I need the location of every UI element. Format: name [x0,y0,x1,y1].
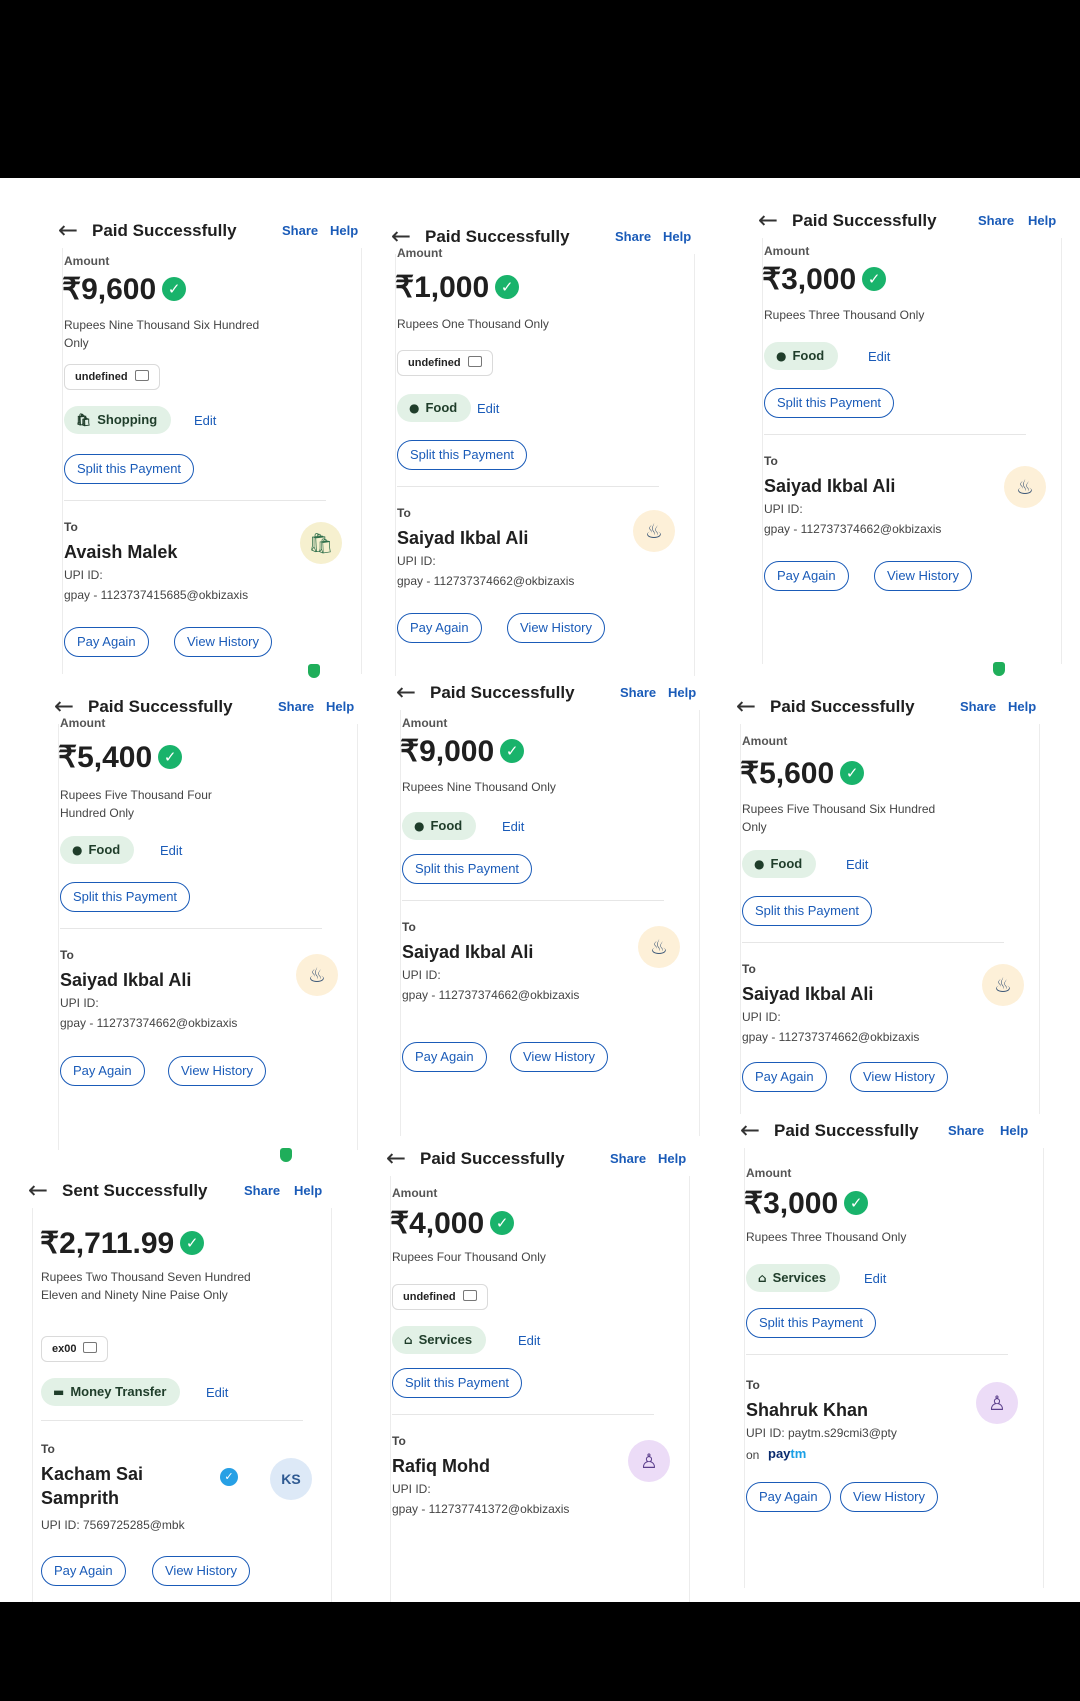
upi-label: UPI ID: [742,1010,781,1024]
upi-id: gpay - 112737374662@okbizaxis [60,1016,238,1030]
amount-in-words: Rupees Three Thousand Only [764,308,925,322]
to-label: To [392,1434,406,1448]
help-button[interactable]: Help [668,685,697,700]
edit-category-link[interactable]: Edit [868,349,891,364]
category-chip[interactable] [41,1378,180,1406]
help-button[interactable]: Help [1008,699,1037,714]
pay-again-button[interactable]: Pay Again [60,1056,145,1086]
header [728,690,1058,726]
person-icon: ♙ [628,1440,670,1482]
card-panel [400,710,700,1136]
help-button[interactable]: Help [663,229,692,244]
verified-check-icon: ✓ [840,761,864,785]
payee-name: Rafiq Mohd [392,1456,490,1476]
share-button[interactable]: Share [282,223,319,238]
help-button[interactable]: Help [1000,1123,1029,1138]
upi-id: gpay - 112737374662@okbizaxis [764,522,942,536]
amount-label: Amount [764,244,810,258]
pay-again-button[interactable]: Pay Again [402,1042,487,1072]
payee-name: Shahruk Khan [746,1400,869,1420]
on-label: on [746,1448,760,1462]
verified-check-icon: ✓ [162,277,186,301]
header [50,214,380,250]
payee-name: Saiyad Ikbal Ali [402,942,534,962]
pay-again-button[interactable]: Pay Again [764,561,849,591]
food-icon: ● [754,857,765,871]
pay-again-button[interactable]: Pay Again [397,613,482,643]
edit-category-link[interactable]: Edit [864,1271,887,1286]
view-history-button[interactable]: View History [510,1042,608,1072]
amount [762,262,886,297]
divider [742,942,1004,943]
amount-in-words: Rupees Five Thousand Four Hundred Only [60,788,212,820]
category-chip[interactable] [742,850,816,878]
to-label: To [64,520,78,534]
status-title: Paid Successfully [770,697,915,716]
status-title: Paid Successfully [92,221,237,240]
payment-card-1 [50,214,380,674]
to-label: To [746,1378,760,1392]
amount [58,740,182,775]
message-icon [463,1290,477,1301]
status-title: Paid Successfully [420,1149,565,1168]
amount-value: ₹4,000 [390,1207,485,1240]
amount-value: ₹5,600 [740,757,835,790]
paytm-logo-tm: tm [790,1446,807,1461]
amount-value: ₹5,400 [58,741,153,774]
share-button[interactable]: Share [244,1183,281,1198]
amount-in-words: Rupees Four Thousand Only [392,1250,546,1264]
pay-again-button[interactable]: Pay Again [746,1482,831,1512]
verified-check-icon: ✓ [862,267,886,291]
amount-label: Amount [392,1186,438,1200]
amount-value: ₹9,000 [400,735,495,768]
edit-category-link[interactable]: Edit [502,819,525,834]
view-history-button[interactable]: View History [850,1062,948,1092]
to-label: To [742,962,756,976]
help-button[interactable]: Help [294,1183,323,1198]
amount-value: ₹3,000 [744,1187,839,1220]
to-label: To [402,920,416,934]
upi-label: UPI ID: [392,1482,431,1496]
upi-label: UPI ID: [402,968,441,982]
to-label: To [397,506,411,520]
edit-category-link[interactable]: Edit [518,1333,541,1348]
category-chip[interactable] [392,1326,486,1354]
split-payment-button[interactable]: Split this Payment [397,440,527,470]
verified-tick-icon: ✓ [220,1468,238,1486]
status-title: Paid Successfully [88,697,233,716]
amount-in-words: Rupees Five Thousand Six Hundred Only [742,802,936,834]
upi-id: gpay - 112737374662@okbizaxis [402,988,580,1002]
payee-name: Saiyad Ikbal Ali [742,984,874,1004]
share-button[interactable]: Share [960,699,997,714]
view-history-button[interactable]: View History [168,1056,266,1086]
note-text: ex00 [52,1343,77,1355]
note-chip[interactable] [397,350,493,376]
payee-name: Avaish Malek [64,542,178,562]
amount-label: Amount [742,734,788,748]
shield-icon [993,662,1005,676]
upi-id: gpay - 112737374662@okbizaxis [742,1030,920,1044]
note-text: undefined [75,371,128,383]
money-icon: ▬ [53,1385,65,1399]
category-chip[interactable] [60,836,134,864]
food-icon: ● [72,843,83,857]
pay-again-button[interactable]: Pay Again [41,1556,126,1586]
upi-id: gpay - 1123737415685@okbizaxis [64,588,249,602]
payment-card-6 [728,690,1058,1150]
help-button[interactable]: Help [1028,213,1057,228]
back-arrow-icon[interactable]: ← [28,1176,49,1204]
split-payment-button[interactable]: Split this Payment [764,388,894,418]
amount-in-words: Rupees Nine Thousand Only [402,780,556,794]
verified-check-icon: ✓ [158,745,182,769]
upi-label: UPI ID: [397,554,436,568]
view-history-button[interactable]: View History [874,561,972,591]
person-icon: ♙ [976,1382,1018,1424]
view-history-button[interactable]: View History [152,1556,250,1586]
share-button[interactable]: Share [620,685,657,700]
food-category-icon: ♨ [1004,466,1046,508]
bank-icon: ⌂ [404,1333,413,1347]
category-chip[interactable] [397,394,471,422]
share-button[interactable]: Share [948,1123,985,1138]
note-chip[interactable] [392,1284,488,1310]
amount-value: ₹1,000 [395,271,490,304]
verified-check-icon: ✓ [180,1231,204,1255]
payee-name: Kacham Sai Samprith [41,1464,144,1508]
status-title: Paid Successfully [425,227,570,246]
food-category-icon: ♨ [982,964,1024,1006]
amount-value: ₹9,600 [62,273,157,306]
category-label: Food [430,818,463,833]
divider [397,486,659,487]
split-payment-button[interactable]: Split this Payment [402,854,532,884]
card-panel [762,238,1062,664]
food-category-icon: ♨ [633,510,675,552]
note-text: undefined [403,1291,456,1303]
category-label: Food [770,856,803,871]
split-payment-button[interactable]: Split this Payment [746,1308,876,1338]
amount-in-words: Rupees Three Thousand Only [746,1230,907,1244]
view-history-button[interactable]: View History [840,1482,938,1512]
back-arrow-icon[interactable]: ← [391,222,412,250]
payee-name: Saiyad Ikbal Ali [60,970,192,990]
amount-value: ₹2,711.99 [40,1227,175,1260]
edit-category-link[interactable]: Edit [206,1385,229,1400]
payment-card-4 [46,690,376,1150]
header [732,1114,1062,1150]
category-label: Food [88,842,121,857]
back-arrow-icon[interactable]: ← [58,216,79,244]
category-chip[interactable] [746,1264,840,1292]
amount-label: Amount [64,254,110,268]
to-label: To [41,1442,55,1456]
payment-card-2 [383,220,713,680]
back-arrow-icon[interactable]: ← [736,692,757,720]
message-icon [468,356,482,367]
payment-card-9 [732,1114,1062,1602]
help-button[interactable]: Help [658,1151,687,1166]
food-icon: ● [776,349,787,363]
edit-category-link[interactable]: Edit [846,857,869,872]
shield-icon [280,1148,292,1162]
category-label: Shopping [97,412,158,427]
note-chip[interactable] [41,1336,108,1362]
share-button[interactable]: Share [978,213,1015,228]
amount [395,270,519,305]
amount [744,1186,868,1221]
payment-card-3 [750,204,1080,664]
category-label: Food [792,348,825,363]
verified-check-icon: ✓ [844,1191,868,1215]
pay-again-button[interactable]: Pay Again [64,627,149,657]
amount-label: Amount [402,716,448,730]
share-button[interactable]: Share [615,229,652,244]
amount-label: Amount [397,246,443,260]
split-payment-button[interactable]: Split this Payment [64,454,194,484]
header [378,1142,708,1178]
header [388,676,718,712]
message-icon [83,1342,97,1353]
paytm-logo [768,1446,806,1461]
status-title: Sent Successfully [62,1181,208,1200]
category-label: Money Transfer [70,1384,167,1399]
amount-label: Amount [746,1166,792,1180]
screenshot-collage [0,178,1080,1602]
avatar: KS [270,1458,312,1500]
shield-icon [308,664,320,678]
verified-check-icon: ✓ [495,275,519,299]
food-category-icon: ♨ [638,926,680,968]
amount [40,1226,204,1261]
amount-value: ₹3,000 [762,263,857,296]
payment-card-5 [388,676,718,1136]
back-arrow-icon[interactable]: ← [740,1116,761,1144]
status-title: Paid Successfully [792,211,937,230]
category-chip[interactable] [64,406,171,434]
upi-id: UPI ID: 7569725285@mbk [41,1518,185,1532]
split-payment-button[interactable]: Split this Payment [742,896,872,926]
header [750,204,1080,240]
verified-check-icon: ✓ [490,1211,514,1235]
help-button[interactable]: Help [330,223,359,238]
note-text: undefined [408,357,461,369]
amount-label: Amount [60,716,106,730]
edit-category-link[interactable]: Edit [160,843,183,858]
upi-id: gpay - 112737374662@okbizaxis [397,574,575,588]
paytm-logo-pay: pay [768,1446,791,1461]
payment-card-8 [378,1142,708,1602]
split-payment-button[interactable]: Split this Payment [60,882,190,912]
amount-in-words: Rupees Two Thousand Seven Hundred Eleven and Ninety Nine Paise Only [41,1270,251,1302]
divider [402,900,664,901]
note-chip[interactable] [64,364,160,390]
payment-card-7 [20,1174,350,1602]
to-label: To [60,948,74,962]
divider [41,1420,303,1421]
amount-in-words: Rupees Nine Thousand Six Hundred Only [64,318,260,350]
split-payment-button[interactable]: Split this Payment [392,1368,522,1398]
divider [60,928,322,929]
divider [392,1414,654,1415]
view-history-button[interactable]: View History [174,627,272,657]
upi-label: UPI ID: [60,996,99,1010]
amount [400,734,524,769]
pay-again-button[interactable]: Pay Again [742,1062,827,1092]
edit-category-link[interactable]: Edit [477,401,500,416]
back-arrow-icon[interactable]: ← [386,1144,407,1172]
help-button[interactable]: Help [326,699,355,714]
divider [746,1354,1008,1355]
back-arrow-icon[interactable]: ← [758,206,779,234]
status-title: Paid Successfully [430,683,575,702]
to-label: To [764,454,778,468]
category-label: Food [425,400,458,415]
shopping-bag-icon: 🛍 [76,413,92,427]
verified-check-icon: ✓ [500,739,524,763]
amount [390,1206,514,1241]
category-label: Services [418,1332,473,1347]
edit-category-link[interactable]: Edit [194,413,217,428]
header [20,1174,350,1210]
food-icon: ● [409,401,420,415]
upi-id: UPI ID: paytm.s29cmi3@pty [746,1426,897,1440]
shopping-category-icon: 🛍 [300,522,342,564]
divider [764,434,1026,435]
amount [740,756,864,791]
category-label: Services [772,1270,827,1285]
back-arrow-icon[interactable]: ← [396,678,417,706]
upi-id: gpay - 112737741372@okbizaxis [392,1502,570,1516]
amount [62,272,186,307]
payee-name: Saiyad Ikbal Ali [397,528,529,548]
bank-icon: ⌂ [758,1271,767,1285]
view-history-button[interactable]: View History [507,613,605,643]
divider [64,500,326,501]
food-category-icon: ♨ [296,954,338,996]
back-arrow-icon[interactable]: ← [54,692,75,720]
food-icon: ● [414,819,425,833]
payee-name: Saiyad Ikbal Ali [764,476,896,496]
share-button[interactable]: Share [610,1151,647,1166]
message-icon [135,370,149,381]
upi-label: UPI ID: [64,568,103,582]
share-button[interactable]: Share [278,699,315,714]
category-chip[interactable] [402,812,476,840]
status-title: Paid Successfully [774,1121,919,1140]
amount-in-words: Rupees One Thousand Only [397,317,549,331]
category-chip[interactable] [764,342,838,370]
upi-label: UPI ID: [764,502,803,516]
